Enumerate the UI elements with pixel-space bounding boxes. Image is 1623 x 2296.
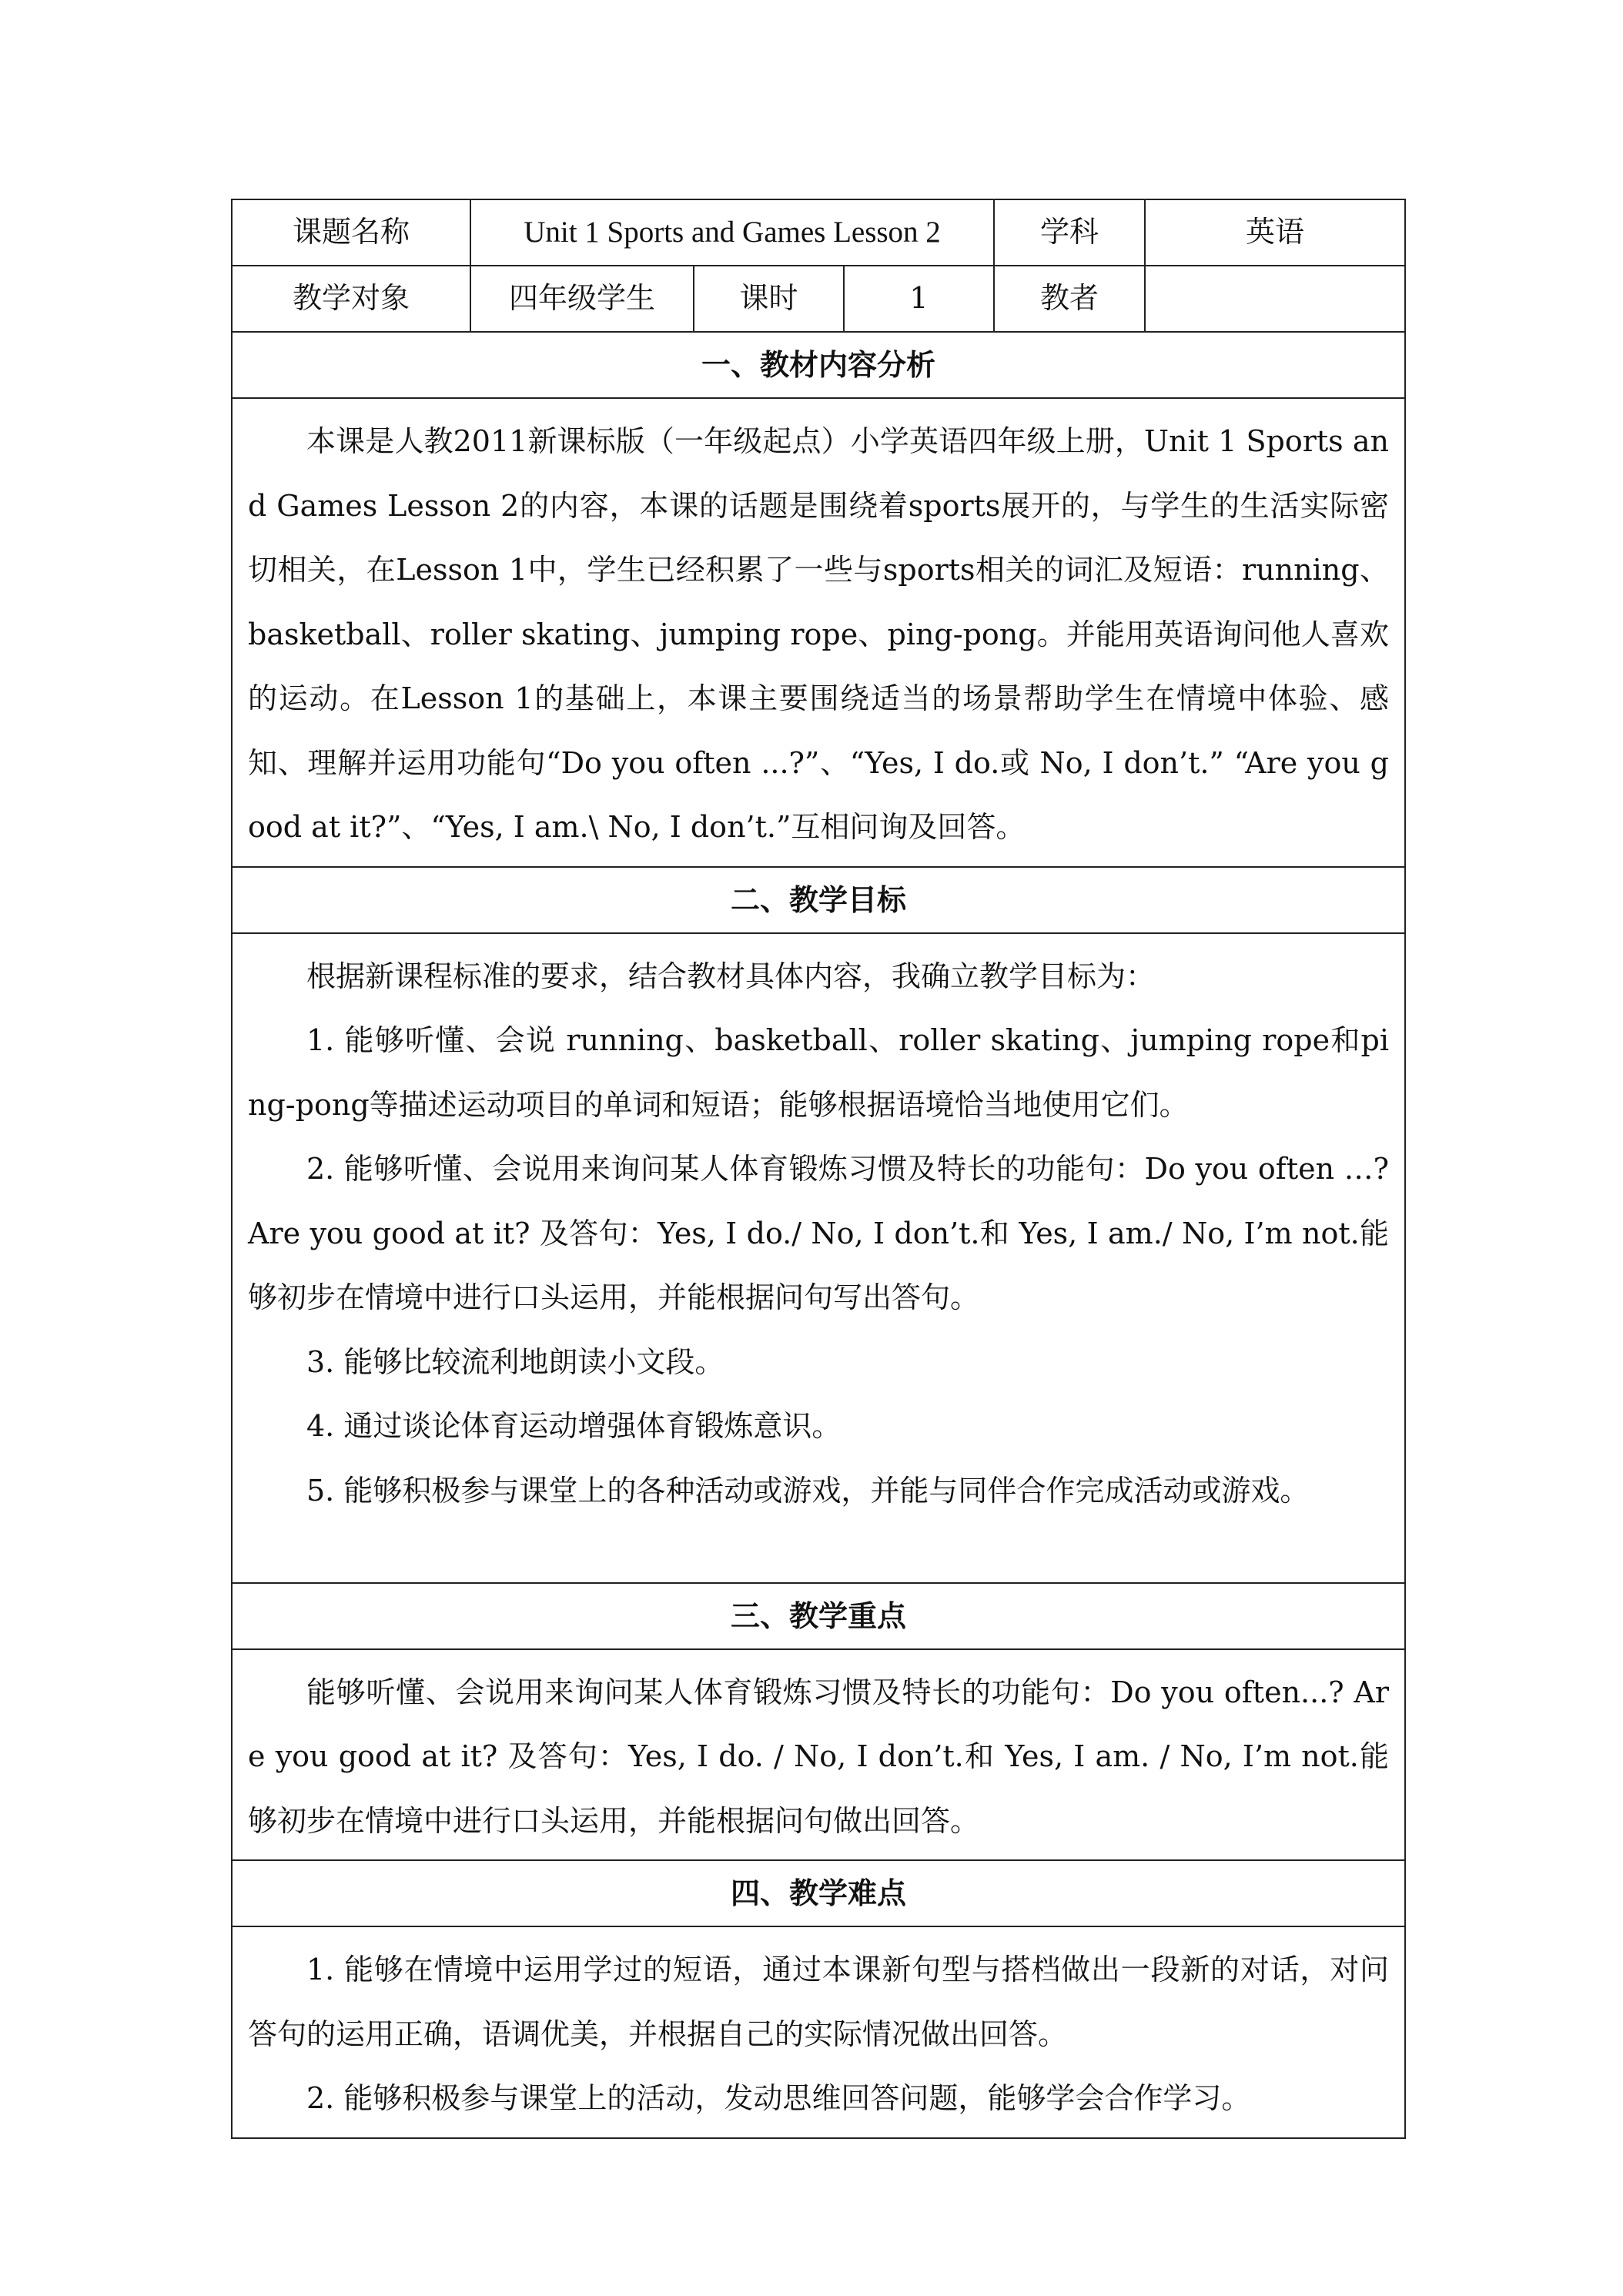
- subject-value: 英语: [1145, 199, 1405, 266]
- section-body-row: [232, 933, 1405, 1583]
- section-title-row: [232, 867, 1405, 933]
- header-row-2: [232, 266, 1405, 332]
- subject-label: 学科: [994, 199, 1145, 266]
- header-row-1: [232, 199, 1405, 266]
- section-title-row: [232, 1860, 1405, 1926]
- section-title-objectives: 二、教学目标: [232, 867, 1405, 933]
- paragraph: 2. 能够积极参与课堂上的活动，发动思维回答问题，能够学会合作学习。: [306, 2081, 1251, 2115]
- lesson-plan-table: [231, 199, 1406, 2139]
- audience-label: 教学对象: [232, 266, 470, 332]
- audience-value: 四年级学生: [470, 266, 694, 332]
- section-title-difficulties: 四、教学难点: [232, 1860, 1405, 1926]
- section-body-row: [232, 1649, 1405, 1861]
- teacher-value: [1145, 266, 1405, 332]
- title-value: Unit 1 Sports and Games Lesson 2: [470, 199, 994, 266]
- section-body-row: [232, 398, 1405, 867]
- section-title-row: [232, 332, 1405, 398]
- section-title-materials: 一、教材内容分析: [232, 332, 1405, 398]
- paragraph: 能够听懂、会说用来询问某人体育锻炼习惯及特长的功能句：Do you often...? Are you good at it? 及答句：Yes, I do. / No, I don’t.和 Yes, I am. / No, I’m not.能够初步在情境中进行口头运用，并能根据问句做出回答。: [248, 1675, 1390, 1838]
- periods-value: 1: [844, 266, 994, 332]
- section-title-key-points: 三、教学重点: [232, 1583, 1405, 1649]
- paragraph: 4. 通过谈论体育运动增强体育锻炼意识。: [306, 1409, 842, 1443]
- paragraph: 1. 能够听懂、会说 running、basketball、roller skating、jumping rope和ping-pong等描述运动项目的单词和短语；能够根据语境恰当地使用它们。: [248, 1023, 1390, 1122]
- section-body-objectives: [232, 933, 1405, 1583]
- section-body-difficulties: [232, 1926, 1405, 2138]
- section-body-key-points: [232, 1649, 1405, 1861]
- paragraph: 3. 能够比较流利地朗读小文段。: [306, 1344, 724, 1379]
- section-body-materials: [232, 398, 1405, 867]
- paragraph: 1. 能够在情境中运用学过的短语，通过本课新句型与搭档做出一段新的对话，对问答句的运用正确，语调优美，并根据自己的实际情况做出回答。: [248, 1953, 1390, 2051]
- section-body-row: [232, 1926, 1405, 2138]
- title-label: 课题名称: [232, 199, 470, 266]
- teacher-label: 教者: [994, 266, 1145, 332]
- paragraph: 根据新课程标准的要求，结合教材具体内容，我确立教学目标为：: [306, 959, 1156, 993]
- paragraph: 本课是人教2011新课标版（一年级起点）小学英语四年级上册，Unit 1 Sports and Games Lesson 2的内容，本课的话题是围绕着sports展开的，与学生的生活实际密切相关，在Lesson 1中，学生已经积累了一些与sports相关的词汇及短语：running、basketball、roller skating、jumping rope、ping-pong。并能用英语询问他人喜欢的运动。在Lesson 1的基础上，本课主要围绕适当的场景帮助学生在情境中体验、感知、理解并运用功能句“Do you often ...?”、“Yes, I do.或 No, I don’t.” “Are you good at it?”、“Yes, I am.\ No, I don’t.”互相问询及回答。: [248, 424, 1390, 844]
- paragraph: 2. 能够听懂、会说用来询问某人体育锻炼习惯及特长的功能句：Do you often …? Are you good at it? 及答句：Yes, I do./ No, I don’t.和 Yes, I am./ No, I’m not.能够初步在情境中进行口头运用，并能根据问句写出答句。: [248, 1152, 1390, 1314]
- lesson-plan-sheet: [231, 199, 1404, 2139]
- paragraph: 5. 能够积极参与课堂上的各种活动或游戏，并能与同伴合作完成活动或游戏。: [306, 1473, 1310, 1508]
- periods-label: 课时: [694, 266, 844, 332]
- section-title-row: [232, 1583, 1405, 1649]
